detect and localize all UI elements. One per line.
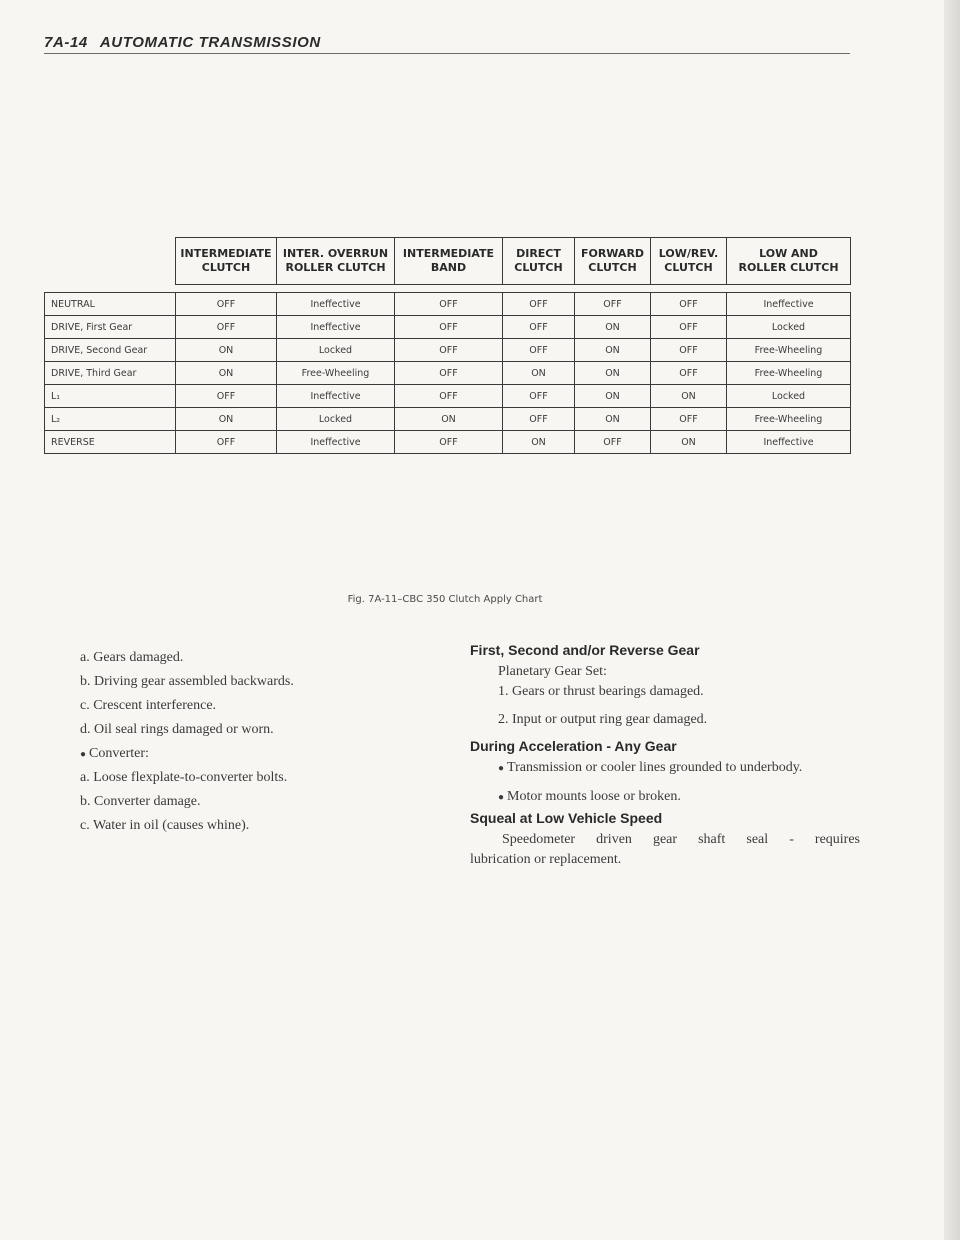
table-cell: ON (575, 385, 651, 408)
col-header-intermediate-band: INTERMEDIATE BAND (395, 238, 503, 285)
table-cell: Ineffective (277, 385, 395, 408)
table-row (45, 431, 851, 454)
list-item: 2. Input or output ring gear damaged. (498, 712, 708, 727)
table-cell: OFF (651, 316, 727, 339)
table-cell: OFF (395, 293, 503, 316)
chart-corner (45, 238, 176, 285)
table-cell: OFF (395, 316, 503, 339)
row-label: NEUTRAL (45, 293, 176, 316)
list-item: c. Water in oil (causes whine). (80, 818, 250, 833)
table-cell: OFF (176, 316, 277, 339)
bullet-icon: ● (80, 749, 87, 760)
table-cell: Free-Wheeling (727, 408, 851, 431)
table-cell: ON (395, 408, 503, 431)
list-item: b. Converter damage. (80, 794, 201, 809)
clutch-apply-chart (44, 237, 851, 454)
table-cell: OFF (395, 385, 503, 408)
table-cell: Free-Wheeling (727, 362, 851, 385)
table-cell: Free-Wheeling (277, 362, 395, 385)
table-cell: OFF (176, 431, 277, 454)
table-cell: OFF (503, 316, 575, 339)
table-cell: Free-Wheeling (727, 339, 851, 362)
converter-label: Converter: (89, 746, 149, 761)
bullet-icon: ● (498, 792, 505, 803)
table-row (45, 385, 851, 408)
list-item: d. Oil seal rings damaged or worn. (80, 722, 274, 737)
table-cell: ON (575, 339, 651, 362)
table-cell: ON (176, 339, 277, 362)
list-item: 1. Gears or thrust bearings damaged. (498, 684, 704, 699)
table-cell: ON (575, 408, 651, 431)
table-row (45, 293, 851, 316)
table-cell: ON (651, 385, 727, 408)
list-item (80, 744, 400, 768)
left-column (80, 648, 400, 840)
row-label: REVERSE (45, 431, 176, 454)
page-title: AUTOMATIC TRANSMISSION (99, 34, 321, 51)
list-item (470, 758, 860, 779)
table-cell: OFF (503, 385, 575, 408)
col-header-low-and-roller-clutch: LOW AND ROLLER CLUTCH (727, 238, 851, 285)
bullet-text: Motor mounts loose or broken. (507, 789, 681, 804)
page-header (44, 34, 321, 51)
table-cell: OFF (575, 293, 651, 316)
section-heading: First, Second and/or Reverse Gear (470, 642, 700, 658)
section-heading: During Acceleration - Any Gear (470, 738, 677, 754)
table-cell: ON (176, 362, 277, 385)
list-item (470, 787, 860, 808)
table-cell: ON (651, 431, 727, 454)
table-cell: ON (503, 362, 575, 385)
table-row (45, 408, 851, 431)
table-cell: Ineffective (277, 431, 395, 454)
row-label: DRIVE, First Gear (45, 316, 176, 339)
table-cell: Locked (277, 339, 395, 362)
col-header-inter-overrun-roller-clutch: INTER. OVERRUN ROLLER CLUTCH (277, 238, 395, 285)
table-cell: ON (575, 362, 651, 385)
table-cell: OFF (395, 339, 503, 362)
table-cell: OFF (395, 362, 503, 385)
col-header-intermediate-clutch: INTERMEDIATE CLUTCH (176, 238, 277, 285)
col-header-forward-clutch: FORWARD CLUTCH (575, 238, 651, 285)
bullet-text: Transmission or cooler lines grounded to underbody. (507, 760, 803, 775)
table-row (45, 339, 851, 362)
table-cell: ON (176, 408, 277, 431)
row-label: DRIVE, Second Gear (45, 339, 176, 362)
list-item: a. Loose flexplate-to-converter bolts. (80, 770, 288, 785)
table-row (45, 362, 851, 385)
table-row (45, 316, 851, 339)
row-label: L₁ (45, 385, 176, 408)
chart-header-row (45, 238, 851, 285)
table-cell: OFF (176, 293, 277, 316)
list-item: b. Driving gear assembled backwards. (80, 674, 294, 689)
col-header-low-rev-clutch: LOW/REV. CLUTCH (651, 238, 727, 285)
row-label: DRIVE, Third Gear (45, 362, 176, 385)
list-item: c. Crescent interference. (80, 698, 217, 713)
col-header-direct-clutch: DIRECT CLUTCH (503, 238, 575, 285)
page-edge (944, 0, 960, 1240)
subheading: Planetary Gear Set: (498, 664, 607, 679)
table-cell: OFF (395, 431, 503, 454)
table-cell: Ineffective (277, 316, 395, 339)
table-cell: OFF (651, 408, 727, 431)
row-label: L₂ (45, 408, 176, 431)
table-cell: OFF (176, 385, 277, 408)
list-item: a. Gears damaged. (80, 650, 184, 665)
table-cell: Locked (727, 385, 851, 408)
bullet-icon: ● (498, 763, 505, 774)
table-cell: OFF (575, 431, 651, 454)
table-cell: OFF (651, 339, 727, 362)
paragraph-line: lubrication or replacement. (470, 852, 622, 867)
table-cell: OFF (503, 408, 575, 431)
table-cell: OFF (503, 339, 575, 362)
figure-caption: Fig. 7A-11–CBC 350 Clutch Apply Chart (347, 594, 543, 605)
right-column (470, 640, 860, 870)
table-cell: OFF (651, 362, 727, 385)
header-rule (44, 53, 850, 54)
table-cell: OFF (503, 293, 575, 316)
page-number: 7A-14 (44, 34, 88, 51)
table-cell: Locked (727, 316, 851, 339)
paragraph-line: Speedometer driven gear shaft seal - requires (502, 832, 860, 847)
table-cell: Ineffective (277, 293, 395, 316)
table-cell: OFF (651, 293, 727, 316)
table-cell: ON (503, 431, 575, 454)
table-cell: Ineffective (727, 431, 851, 454)
table-cell: Locked (277, 408, 395, 431)
section-heading: Squeal at Low Vehicle Speed (470, 810, 663, 826)
table-cell: ON (575, 316, 651, 339)
table-cell: Ineffective (727, 293, 851, 316)
